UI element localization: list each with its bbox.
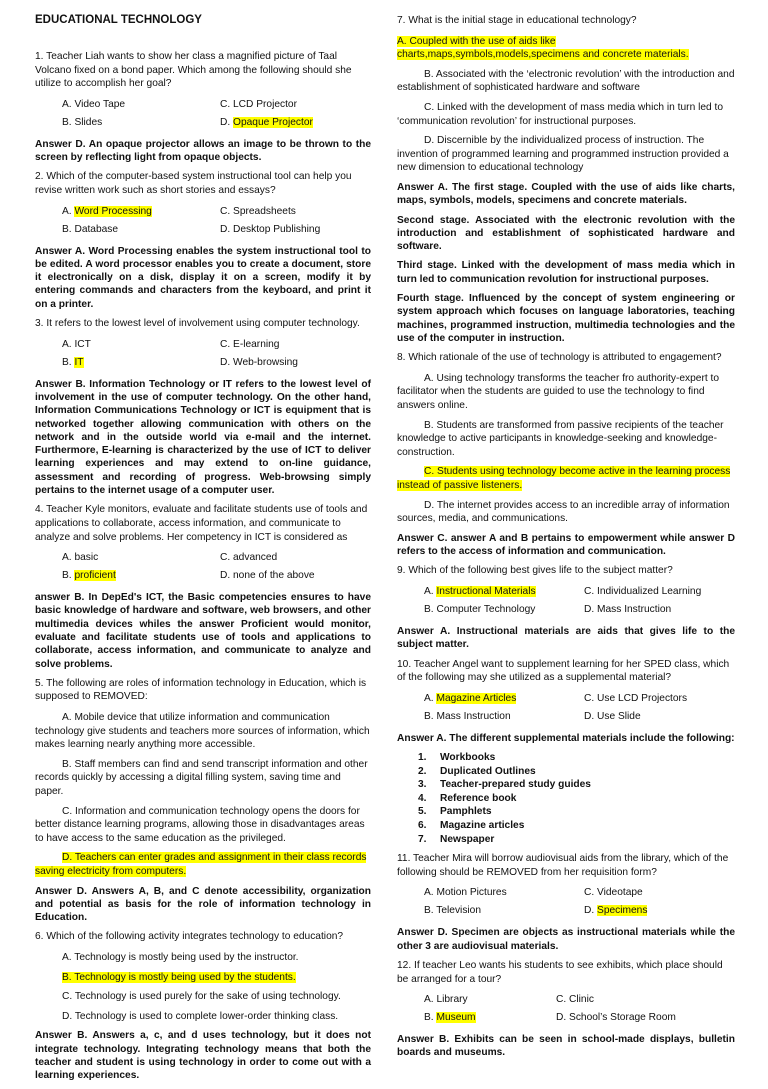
option-d: D. Web-browsing (220, 356, 298, 368)
highlighted-answer: IT (74, 356, 84, 368)
option-d: D. Technology is used to complete lower-order thinking class. (62, 1010, 339, 1022)
option-b (35, 971, 371, 985)
option-d: D. none of the above (220, 570, 315, 582)
list-item: 2. Duplicated Outlines (418, 765, 536, 777)
question-text: 3. It refers to the lowest level of involvement using computer technology. (35, 318, 360, 330)
options (424, 692, 735, 724)
option-a: A. ICT (62, 338, 91, 350)
option-b: B. Museum (424, 1012, 476, 1024)
question-text: 7. What is the initial stage in educational technology? (397, 15, 637, 26)
list-item: 7. Newspaper (418, 833, 495, 845)
left-column (35, 50, 371, 1089)
question-3 (35, 317, 371, 497)
stage-two-note: Second stage. Associated with the electronic revolution with the introduction and establishment of sophisticated hardware and software. (397, 214, 735, 253)
option-b: B. Associated with the ‘electronic revolution’ with the introduction and establishment of sophisticated hardware and software (397, 68, 735, 94)
page-title: EDUCATIONAL TECHNOLOGY (35, 14, 202, 26)
option-c: C. Use LCD Projectors (584, 692, 688, 704)
highlighted-answer: Specimens (597, 905, 648, 917)
option-b: B. Television (424, 905, 482, 917)
option-c: C. advanced (220, 552, 278, 564)
option-c (397, 465, 735, 492)
answer-explanation: Answer B. Information Technology or IT refers to the lowest level of involvement in the use of computer technology. On the other hand, Information Communications Technology or ICT is equipment that is networked together allowing communication with others on the network and in the outside world via e-mail and the internet. Furthermore, E-learning is characterized by the use of ICT to deliver learning experiences and may extend to on-line guidance, assessment and recording of progress. Web-browsing simply pertains to the internet usage of a computer user. (35, 378, 371, 497)
question-text: 5. The following are roles of information technology in Education, which is supposed to REMOVED: (35, 677, 367, 703)
option-c: C. LCD Projector (220, 98, 297, 110)
option-b: B. proficient (62, 570, 116, 582)
question-text: 2. Which of the computer-based system instructional tool can help you revise written work such as short stories and essays? (35, 171, 352, 196)
option-b: B. Database (62, 223, 119, 235)
options (424, 886, 735, 918)
highlighted-answer: A. Coupled with the use of aids like charts,maps,symbols,models,specimens and concrete materials. (397, 35, 689, 61)
answer-explanation: Answer A. The different supplemental materials include the following: (397, 732, 735, 744)
list-item: 4. Reference book (418, 792, 517, 804)
question-text: 1. Teacher Liah wants to show her class a magnified picture of Taal Volcano fixed on a bond paper. Which among the following should she utilize to accomplish her goal? (35, 51, 352, 90)
list-item: 5. Pamphlets (418, 806, 492, 818)
answer-explanation: Answer D. Answers A, B, and C denote accessibility, organization and potential as basis for the role of information technology in Education. (35, 885, 371, 924)
option-d: D. The internet provides access to an incredible array of information sources, media, and communications. (397, 499, 730, 525)
option-b: B. Students are transformed from passive recipients of the teacher knowledge to active participants in knowledge-seeking and knowledge-construction. (397, 419, 724, 458)
question-text: 10. Teacher Angel want to supplement learning for her SPED class, which of the following may she utilized as a supplemental material? (397, 658, 730, 684)
question-7 (397, 14, 735, 345)
question-2 (35, 170, 371, 311)
option-c: C. Individualized Learning (584, 585, 702, 597)
option-c: C. Spreadsheets (220, 205, 296, 217)
question-text: 9. Which of the following best gives life to the subject matter? (397, 565, 673, 577)
question-text: 6. Which of the following activity integrates technology to education? (35, 931, 344, 943)
option-a: A. Mobile device that utilize information and communication technology give students and teachers more sources of information, which makes learning nearly anything more accessible. (35, 712, 370, 751)
options (424, 585, 735, 617)
option-d (35, 851, 371, 878)
option-a: A. basic (62, 552, 99, 564)
question-9 (397, 564, 735, 651)
answer-explanation: answer B. In DepEd's ICT, the Basic competencies ensures to have basic knowledge of hardware and software, web browsers, and other multimedia devices whiles the answer Proficient would monitor, evaluate and facilitate students use of tools and applications to collaborate, access information, and communicate to analyze and solve problems. (35, 592, 371, 670)
option-c: C. Linked with the development of mass media which in turn led to ‘communication revolution’ for instructional purposes. (397, 101, 723, 127)
stage-four-note: Fourth stage. Influenced by the concept of system engineering or system approach which focuses on language laboratories, teaching machines, programmed instruction, multimedia technologies and the use of the computer in instruction. (397, 293, 735, 344)
question-12 (397, 959, 735, 1060)
highlighted-answer: Opaque Projector (233, 116, 313, 128)
highlighted-answer: C. Students using technology become active in the learning process instead of passive listeners. (397, 466, 731, 491)
list-item: 3. Teacher-prepared study guides (418, 779, 591, 791)
question-text: 8. Which rationale of the use of technology is attributed to engagement? (397, 352, 722, 364)
highlighted-answer: proficient (74, 570, 116, 582)
option-c: C. E-learning (220, 338, 280, 350)
highlighted-answer: Museum (436, 1012, 476, 1024)
option-d: D. Desktop Publishing (220, 223, 321, 235)
option-a: A. Magazine Articles (424, 692, 517, 704)
option-a: A. Using technology transforms the teacher fro authority-expert to facilitator when the students are guided to use the technology to find answers online. (397, 372, 720, 411)
question-text: 12. If teacher Leo wants his students to see exhibits, which place should be arranged for a tour? (397, 959, 723, 985)
option-b: B. Mass Instruction (424, 710, 511, 722)
answer-explanation: Answer A. Word Processing enables the system instructional tool to be edited. A word processor enables you to create a document, store it electronically on a disk, display it on a screen, modify it by entering commands and characters from the keyboard, and print it on a printer. (35, 245, 371, 310)
question-6 (35, 930, 371, 1082)
question-4 (35, 503, 371, 671)
highlighted-answer: Word Processing (74, 205, 152, 217)
options (62, 551, 371, 583)
list-item: 6. Magazine articles (418, 819, 525, 831)
option-d: D. Specimens (584, 905, 648, 917)
highlighted-answer: Instructional Materials (436, 585, 536, 597)
option-c: C. Information and communication technology opens the doors for better distance learning programs, allowing those in disadvantages areas to have access to the same education as the privileged. (35, 805, 365, 844)
option-d: D. Use Slide (584, 710, 641, 722)
right-column (397, 14, 735, 1066)
stage-three-note: Third stage. Linked with the development of mass media which in turn led to communication revolution for instructional purposes. (397, 260, 735, 285)
option-d: D. Discernible by the individualized process of instruction. The invention of programmed learning and programmed instruction provided a new dimension to educational technology (397, 135, 729, 174)
option-a: A. Technology is mostly being used by the instructor. (62, 952, 299, 964)
question-11 (397, 852, 735, 953)
answer-explanation: Answer D. An opaque projector allows an image to be thrown to the screen by reflecting light from opaque objects. (35, 138, 371, 164)
answer-explanation: Answer A. Instructional materials are aids that gives life to the subject matter. (397, 625, 735, 651)
option-c: C. Clinic (556, 994, 594, 1006)
option-b: B. IT (62, 356, 84, 368)
answer-explanation: Answer B. Exhibits can be seen in school-made displays, bulletin boards and museums. (397, 1034, 735, 1059)
option-a: A. Motion Pictures (424, 887, 507, 899)
option-a: A. Library (424, 994, 468, 1006)
answer-explanation: Answer C. answer A and B pertains to empowerment while answer D refers to the access of information and communication. (397, 532, 735, 558)
option-a: A. Instructional Materials (424, 585, 536, 597)
option-a: A. Word Processing (62, 205, 152, 217)
option-a: A. Video Tape (62, 98, 126, 110)
option-d: D. School’s Storage Room (556, 1012, 676, 1024)
highlighted-answer: Magazine Articles (436, 692, 517, 704)
answer-explanation: Answer A. The first stage. Coupled with the use of aids like charts, maps, symbols, models, specimens and concrete materials. (397, 181, 735, 207)
question-8 (397, 351, 735, 558)
answer-explanation: Answer B. Answers a, c, and d uses technology, but it does not integrate technology. Integrating technology means that both the teacher and student is using technology in order to come out with a learning experiences. (35, 1030, 371, 1082)
answer-explanation: Answer D. Specimen are objects as instructional materials while the other 3 are audiovisual materials. (397, 927, 735, 952)
option-b: B. Staff members can find and send transcript information and other records quickly by accessing a digital filling system, saving time and paper. (35, 758, 368, 798)
highlighted-answer: D. Teachers can enter grades and assignment in their class records saving electricity from computers. (35, 852, 367, 877)
question-10 (397, 658, 735, 847)
question-text: 11. Teacher Mira will borrow audiovisual aids from the library, which of the following should be REMOVED from her requisition form? (397, 853, 729, 878)
option-c: C. Videotape (584, 887, 643, 899)
option-c: C. Technology is used purely for the sake of using technology. (62, 991, 341, 1003)
option-b: B. Slides (62, 116, 103, 128)
option-a (397, 35, 735, 62)
options (424, 993, 735, 1025)
options (62, 98, 371, 130)
option-d: D. Opaque Projector (220, 116, 313, 128)
supplemental-materials-list (418, 751, 735, 846)
list-item: 1. Workbooks (418, 752, 496, 763)
question-5 (35, 677, 371, 925)
options (62, 205, 371, 237)
question-text: 4. Teacher Kyle monitors, evaluate and facilitate students use of tools and applications to collaborate, access information, and communicate to analyze and solve problems. Her competency in ICT is considered as (35, 504, 368, 543)
options (62, 338, 371, 370)
option-b: B. Computer Technology (424, 603, 536, 615)
option-d: D. Mass Instruction (584, 603, 672, 615)
highlighted-answer: B. Technology is mostly being used by the students. (62, 971, 296, 983)
question-1 (35, 50, 371, 164)
